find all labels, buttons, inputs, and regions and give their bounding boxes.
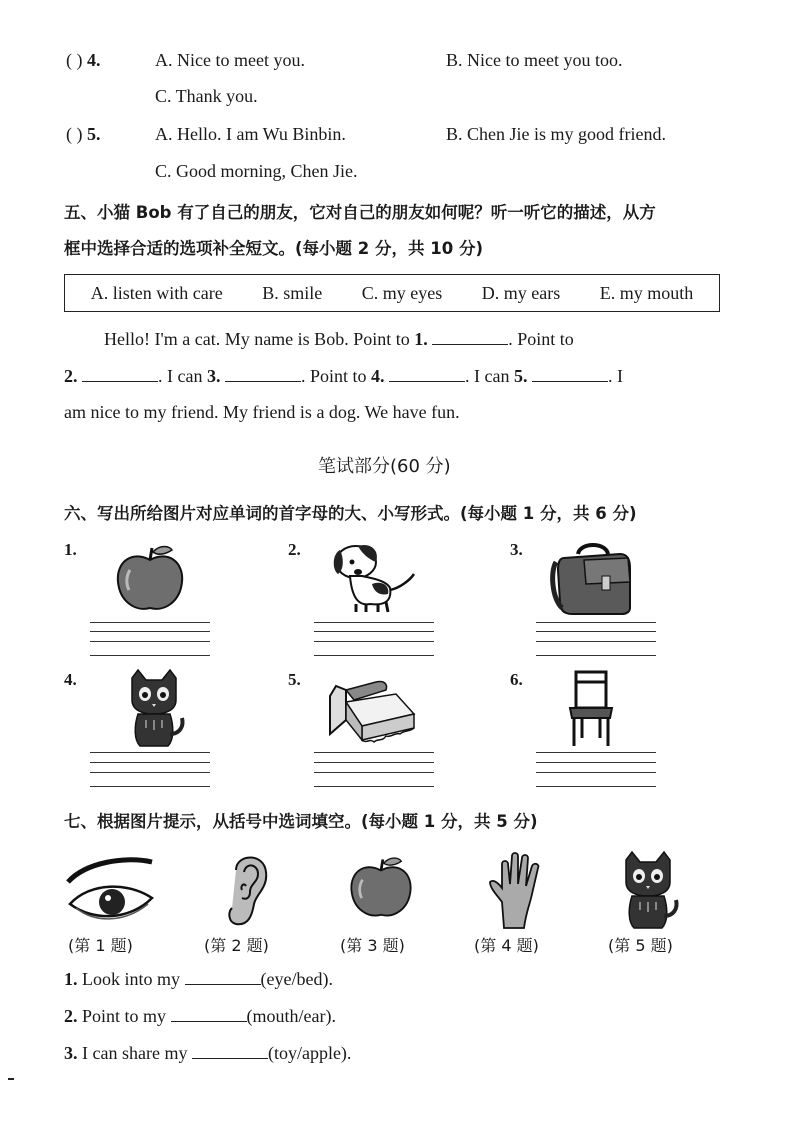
s7-q1-choices: (eye/bed). [260,969,333,989]
s7-q1-number: 1. [64,969,78,989]
section6-title: 六、写出所给图片对应单词的首字母的大、小写形式。(每小题 1 分，共 6 分) [64,504,637,523]
s6-number-1: 1. [64,540,77,559]
q5-answer-paren[interactable]: ( ) [66,124,83,144]
apple-icon [346,852,416,924]
s6-number-4: 4. [64,670,77,689]
s7-q1-blank[interactable] [185,970,261,985]
written-section-header: 笔试部分(60 分) [318,456,451,477]
option-c: C. my eyes [361,282,443,303]
s6-number-3: 3. [510,540,523,559]
section5-title-line1: 五、小猫 Bob 有了自己的朋友，它对自己的朋友如何呢？听一听它的描述，从方 [64,203,656,222]
page-mark [8,1078,14,1080]
hand-icon [486,850,546,930]
passage-text: Hello! I'm a cat. My name is Bob. Point to [104,329,415,349]
passage-line2 [64,366,623,387]
passage-text: . I [607,366,623,386]
q4-row [66,50,101,71]
q4-option-a: A. Nice to meet you. [155,50,305,70]
ear-icon [222,850,272,930]
option-a: A. listen with care [90,282,223,303]
s7-question-3 [64,1043,351,1064]
s7-q3-choices: (toy/apple). [267,1043,352,1063]
q4-answer-paren[interactable]: ( ) [66,50,83,70]
q5-row [66,124,101,145]
s7-question-2 [64,1006,336,1027]
s7-q2-choices: (mouth/ear). [246,1006,336,1026]
passage-text: . Point to [508,329,574,349]
q5-option-c: C. Good morning, Chen Jie. [155,161,358,181]
apple-icon [112,544,188,614]
blank-4[interactable] [389,367,465,382]
caption-4: (第 4 题) [474,936,539,955]
s6-number-5: 5. [288,670,301,689]
passage-text: . I can [465,366,514,386]
q4-number: 4. [87,50,101,70]
passage-line1 [104,329,574,350]
backpack-icon [550,540,636,616]
s6-number-6: 6. [510,670,523,689]
option-e: E. my mouth [599,282,694,303]
blank-number-1: 1. [414,329,428,349]
s7-q1-text: Look into my [77,969,185,989]
caption-3: (第 3 题) [340,936,405,955]
s7-q2-number: 2. [64,1006,78,1026]
q4-option-c: C. Thank you. [155,86,258,106]
section5-title-line2: 框中选择合适的选项补全短文。(每小题 2 分，共 10 分) [64,239,484,258]
chair-icon [566,668,616,748]
blank-number-5: 5. [513,366,528,386]
s7-question-1 [64,969,333,990]
blank-number-3: 3. [206,366,221,386]
blank-5[interactable] [532,367,608,382]
q4-option-b: B. Nice to meet you too. [446,50,623,70]
s6-number-2: 2. [288,540,301,559]
caption-5: (第 5 题) [608,936,673,955]
cat-icon [122,668,186,748]
blank-2[interactable] [82,367,158,382]
s7-q2-text: Point to my [77,1006,171,1026]
bed-icon [326,676,418,744]
passage-text: . Point to [300,366,371,386]
passage-line3: am nice to my friend. My friend is a dog. We have fun. [64,402,460,422]
section7-title: 七、根据图片提示，从括号中选词填空。(每小题 1 分，共 5 分) [64,812,538,831]
option-b: B. smile [262,282,323,303]
caption-1: (第 1 题) [68,936,133,955]
s7-q2-blank[interactable] [171,1007,247,1022]
dog-icon [330,540,418,614]
s7-q3-text: I can share my [77,1043,192,1063]
blank-number-2: 2. [64,366,78,386]
passage-text: . I can [158,366,207,386]
q5-number: 5. [87,124,101,144]
blank-1[interactable] [432,330,508,345]
s7-q3-number: 3. [64,1043,78,1063]
options-box [64,274,720,312]
q5-option-a: A. Hello. I am Wu Binbin. [155,124,346,144]
blank-number-4: 4. [371,366,385,386]
blank-3[interactable] [225,367,301,382]
q5-option-b: B. Chen Jie is my good friend. [446,124,666,144]
option-d: D. my ears [481,282,561,303]
s7-q3-blank[interactable] [192,1044,268,1059]
cat-icon [616,850,680,930]
eye-icon [66,852,156,928]
caption-2: (第 2 题) [204,936,269,955]
